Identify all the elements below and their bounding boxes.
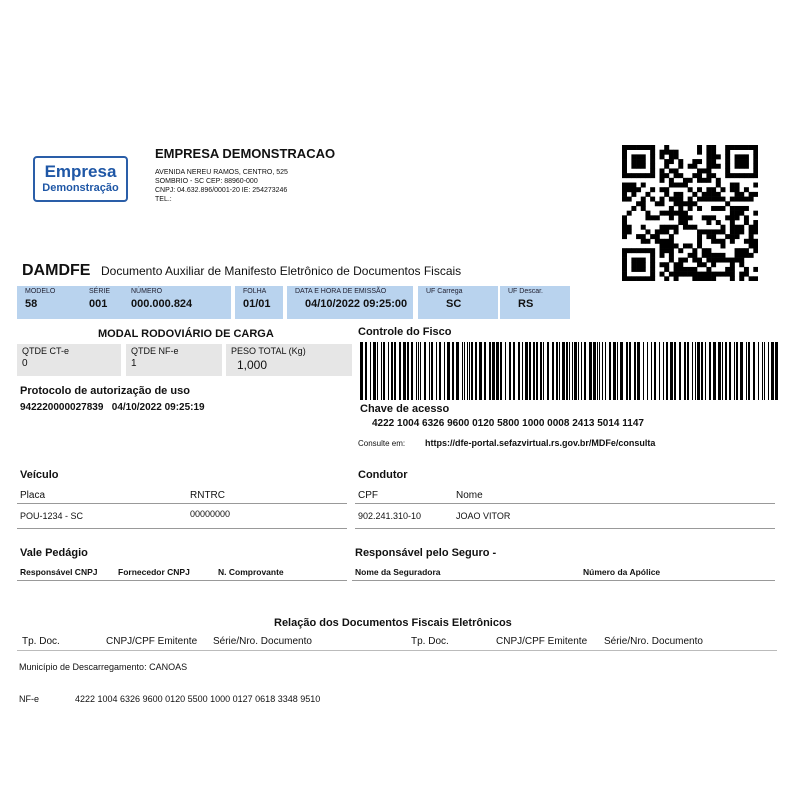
company-name: EMPRESA DEMONSTRACAO — [155, 146, 336, 161]
modelo-value: 58 — [25, 298, 38, 310]
relacao-tp-left: Tp. Doc. — [22, 636, 60, 647]
header-modelo — [17, 286, 81, 319]
condutor-col-nome: Nome — [456, 490, 483, 501]
qtde-nfe-value: 1 — [131, 358, 137, 369]
chave-label: Chave de acesso — [360, 403, 450, 415]
barcode — [360, 342, 778, 400]
veiculo-col-placa: Placa — [20, 490, 46, 501]
qr-code — [622, 145, 758, 281]
veiculo-bottom-divider — [17, 528, 347, 529]
doc-code: DAMDFE — [22, 262, 91, 279]
uf-carrega-label: UF Carrega — [426, 288, 463, 295]
pedagio-col-forn: Fornecedor CNPJ — [118, 567, 190, 577]
pedagio-col-resp: Responsável CNPJ — [20, 567, 98, 577]
relacao-title: Relação dos Documentos Fiscais Eletrônicos — [274, 617, 512, 629]
serie-value: 001 — [89, 298, 108, 310]
emissao-label: DATA E HORA DE EMISSÃO — [295, 288, 387, 295]
company-logo — [33, 156, 128, 202]
pedagio-col-comprovante: N. Comprovante — [218, 567, 284, 577]
consulte-url[interactable]: https://dfe-portal.sefazvirtual.rs.gov.br/MDFe/consulta — [425, 438, 656, 448]
header-uf-carrega — [418, 286, 498, 319]
qtde-cte-cell — [17, 344, 121, 376]
peso-value: 1,000 — [237, 358, 268, 372]
condutor-col-cpf: CPF — [358, 490, 378, 501]
seguro-divider — [352, 580, 775, 581]
pedagio-divider — [17, 580, 347, 581]
uf-descar-value: RS — [518, 298, 534, 310]
qtde-nfe-cell — [126, 344, 222, 376]
nfe-tipo: NF-e — [19, 694, 39, 704]
numero-label: NÚMERO — [131, 288, 163, 295]
seguro-title: Responsável pelo Seguro - — [355, 547, 497, 559]
company-tel: TEL.: — [155, 196, 172, 203]
veiculo-rntrc: 00000000 — [190, 509, 231, 519]
chave-value: 4222 1004 6326 9600 0120 5800 1000 0008 2413 5014 1147 — [372, 418, 644, 429]
header-serie — [81, 286, 123, 319]
consulte-label: Consulte em: — [358, 439, 406, 448]
fisco-title: Controle do Fisco — [358, 326, 452, 338]
qtde-nfe-label: QTDE NF-e — [131, 346, 179, 356]
modelo-label: MODELO — [25, 288, 56, 295]
condutor-nome: JOAO VITOR — [456, 511, 511, 521]
header-uf-descar — [500, 286, 570, 319]
condutor-cpf: 902.241.310-10 — [358, 511, 422, 521]
header-folha — [235, 286, 283, 319]
seguro-col-nome: Nome da Seguradora — [355, 567, 441, 577]
modal-title: MODAL RODOVIÁRIO DE CARGA — [98, 328, 274, 340]
condutor-divider — [355, 503, 775, 504]
emissao-value: 04/10/2022 09:25:00 — [305, 298, 408, 310]
protocolo-title: Protocolo de autorização de uso — [20, 385, 190, 397]
veiculo-title: Veículo — [20, 469, 59, 481]
serie-label: SÉRIE — [89, 288, 111, 295]
doc-title: Documento Auxiliar de Manifesto Eletrônico de Documentos Fiscais — [101, 264, 462, 278]
qtde-cte-value: 0 — [22, 358, 28, 369]
relacao-cnpj-left: CNPJ/CPF Emitente — [106, 636, 198, 647]
condutor-bottom-divider — [355, 528, 775, 529]
header-emissao — [287, 286, 413, 319]
municipio-descarregamento: Município de Descarregamento: CANOAS — [19, 662, 188, 672]
veiculo-divider — [17, 503, 347, 504]
uf-descar-label: UF Descar. — [508, 288, 544, 295]
protocolo-value: 942220000027839 04/10/2022 09:25:19 — [20, 402, 205, 413]
seguro-col-apolice: Número da Apólice — [583, 567, 661, 577]
relacao-divider — [17, 650, 777, 651]
peso-cell — [226, 344, 352, 376]
company-city: SOMBRIO - SC CEP: 88960-000 — [155, 178, 258, 185]
numero-value: 000.000.824 — [131, 298, 193, 310]
folha-value: 01/01 — [243, 298, 271, 310]
uf-carrega-value: SC — [446, 298, 462, 310]
header-numero — [123, 286, 231, 319]
qtde-cte-label: QTDE CT-e — [22, 346, 70, 356]
veiculo-placa: POU-1234 - SC — [20, 511, 84, 521]
company-address: AVENIDA NEREU RAMOS, CENTRO, 525 — [155, 169, 288, 176]
veiculo-col-rntrc: RNTRC — [190, 490, 225, 501]
nfe-chave: 4222 1004 6326 9600 0120 5500 1000 0127 0618 3348 9510 — [75, 694, 321, 704]
folha-label: FOLHA — [243, 288, 267, 295]
company-cnpj: CNPJ: 04.632.896/0001-20 IE: 254273246 — [155, 187, 288, 194]
condutor-title: Condutor — [358, 469, 408, 481]
relacao-serie-right: Série/Nro. Documento — [604, 636, 703, 647]
relacao-cnpj-right: CNPJ/CPF Emitente — [496, 636, 588, 647]
pedagio-title: Vale Pedágio — [20, 547, 88, 559]
relacao-tp-right: Tp. Doc. — [411, 636, 449, 647]
relacao-serie-left: Série/Nro. Documento — [213, 636, 312, 647]
logo-line1: Empresa — [44, 162, 117, 181]
peso-label: PESO TOTAL (Kg) — [231, 346, 306, 356]
logo-line2: Demonstração — [42, 182, 119, 194]
